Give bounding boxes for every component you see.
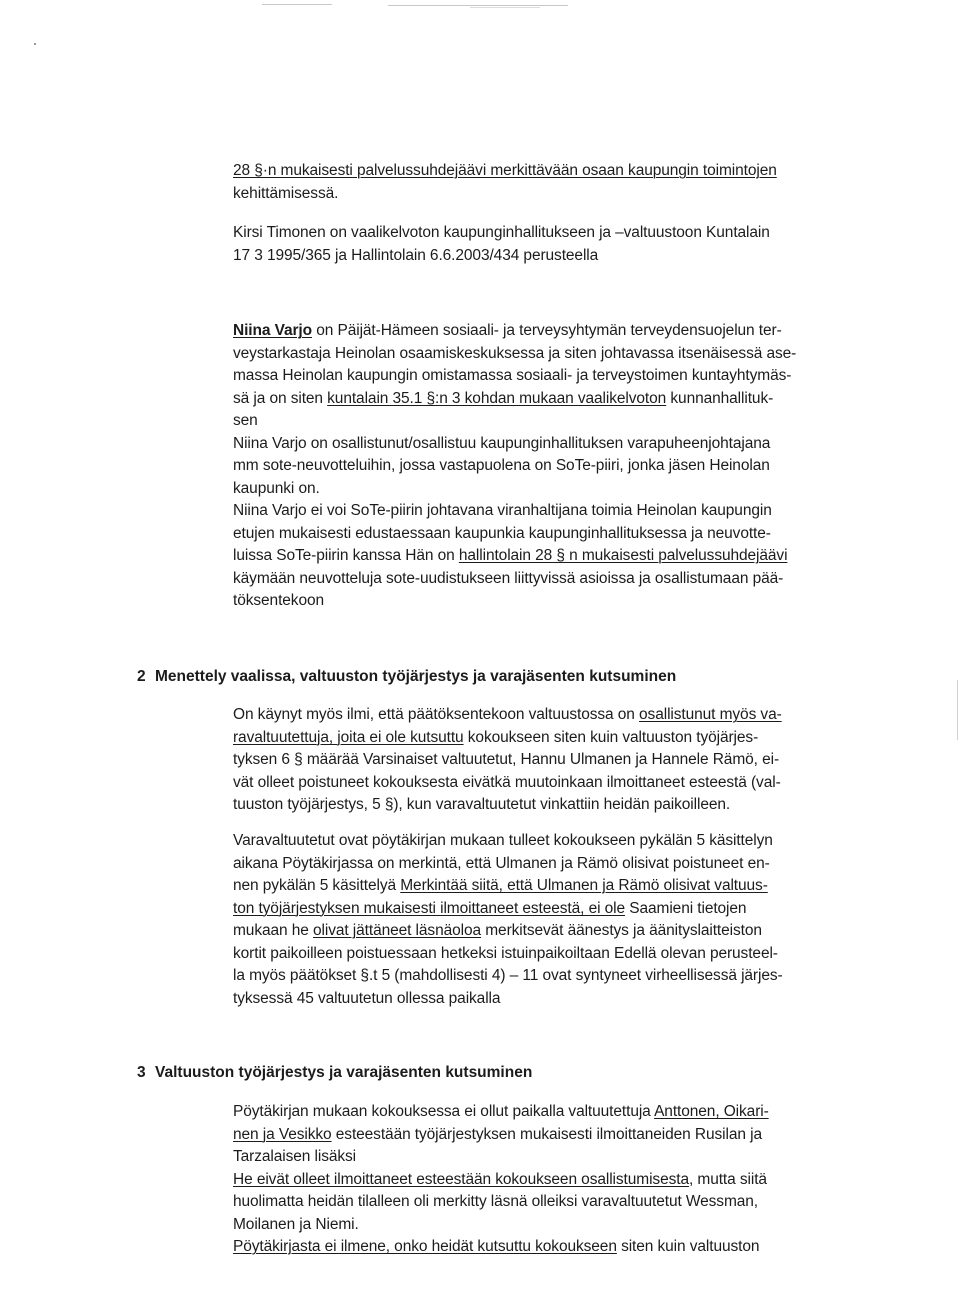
underlined-text: kuntalain 35.1 §:n 3 kohdan mukaan vaalikelvoton bbox=[327, 389, 667, 407]
underlined-text: Anttonen, Oikari- bbox=[654, 1103, 769, 1120]
person-name: Niina Varjo bbox=[233, 322, 313, 339]
text-span: On käynyt myös ilmi, että päätöksentekoon valtuustossa on bbox=[233, 706, 640, 723]
text-line: tuuston työjärjestys, 5 §), kun varavaltuutetut vinkattiin heidän paikoilleen. bbox=[233, 796, 731, 813]
section-number: 2 bbox=[137, 668, 146, 685]
underlined-text: ton työjärjestyksen mukaisesti ilmoittaneet esteestä, ei ole bbox=[233, 899, 626, 917]
text-line bbox=[233, 1124, 833, 1147]
text-line: la myös päätökset §.t 5 (mahdollisesti 4) – 11 ovat syntyneet virheellisessä järjes- bbox=[233, 967, 783, 984]
text-line: kortit paikoilleen poistuessaan hetkeksi istuinpaikoiltaan Edellä olevan perusteel- bbox=[233, 944, 778, 962]
text-line: Varavaltuutetut ovat pöytäkirjan mukaan tulleet kokoukseen pykälän 5 käsittelyn bbox=[233, 832, 773, 849]
underlined-text: osallistunut myös va- bbox=[639, 706, 782, 723]
scan-artifact bbox=[262, 4, 332, 5]
text-span: siten kuin valtuuston bbox=[616, 1238, 760, 1255]
text-span: Pöytäkirjan mukaan kokouksessa ei ollut paikalla valtuutettuja bbox=[233, 1103, 655, 1120]
underlined-text: ravaltuutettuja, joita ei ole kutsuttu bbox=[233, 728, 464, 746]
text-line: kaupunki on. bbox=[233, 479, 320, 497]
text-span: sä ja on siten bbox=[233, 389, 328, 407]
text-line: mm sote-neuvotteluihin, jossa vastapuolena on SoTe-piiri, jonka jäsen Heinolan bbox=[233, 457, 770, 474]
text-line bbox=[233, 1236, 833, 1259]
underlined-text: hallintolain 28 § n mukaisesti palvelussuhdejäävi bbox=[458, 547, 788, 564]
text-line bbox=[233, 1169, 833, 1192]
text-line bbox=[233, 920, 833, 943]
underlined-text: Merkintää siitä, että Ulmanen ja Rämö olisivat valtuus- bbox=[400, 877, 768, 894]
text-line: käymään neuvotteluja sote-uudistukseen liittyvissä asioissa ja osallistumaan pää- bbox=[233, 569, 784, 587]
section-number: 3 bbox=[137, 1064, 146, 1081]
scan-artifact bbox=[388, 5, 568, 6]
text-span: kokoukseen siten kuin valtuuston työjärjes- bbox=[463, 728, 759, 746]
scan-artifact bbox=[957, 680, 958, 740]
text-line bbox=[233, 875, 833, 898]
text-line: tyksessä 45 valtuutetun ollessa paikalla bbox=[233, 989, 501, 1007]
underlined-text: nen ja Vesikko bbox=[233, 1125, 332, 1143]
text-line: aikana Pöytäkirjassa on merkintä, että Ulmanen ja Rämö olisivat poistuneet en- bbox=[233, 854, 770, 872]
text-span: luissa SoTe-piirin kanssa Hän on bbox=[233, 547, 459, 564]
text-line: vät olleet poistuneet kokouksesta eivätkä muutoinkaan ilmoittaneet esteestä (val- bbox=[233, 773, 781, 791]
section-heading bbox=[137, 666, 676, 688]
text-line bbox=[233, 1101, 833, 1124]
section-heading bbox=[137, 1062, 532, 1084]
text-span: mukaan he bbox=[233, 922, 313, 939]
timonen-paragraph bbox=[233, 222, 833, 267]
section-title: Valtuuston työjärjestys ja varajäsenten kutsuminen bbox=[155, 1064, 533, 1081]
text-line: Tarzalaisen lisäksi bbox=[233, 1148, 357, 1165]
underlined-text: Pöytäkirjasta ei ilmene, onko heidät kutsuttu kokoukseen bbox=[233, 1238, 617, 1255]
text-line: veystarkastaja Heinolan osaamiskeskuksessa ja siten johtavassa itsenäisessä ase- bbox=[233, 344, 797, 362]
text-line: kehittämisessä. bbox=[233, 184, 339, 202]
section3-paragraph bbox=[233, 1101, 833, 1259]
text-line: 17 3 1995/365 ja Hallintolain 6.6.2003/434 perusteella bbox=[233, 246, 599, 264]
section2-paragraph-1 bbox=[233, 704, 833, 817]
text-span: esteestään työjärjestyksen mukaisesti ilmoittaneiden Rusilan ja bbox=[331, 1125, 762, 1143]
text-line: 28 §·n mukaisesti palvelussuhdejäävi merkittävään osaan kaupungin toimintojen bbox=[233, 162, 777, 179]
underlined-text: He eivät olleet ilmoittaneet esteestään kokoukseen osallistumisesta bbox=[233, 1170, 689, 1188]
text-line bbox=[233, 727, 833, 750]
text-span: kunnanhallituk- bbox=[666, 389, 774, 407]
text-line: Moilanen ja Niemi. bbox=[233, 1215, 359, 1233]
text-line bbox=[233, 704, 833, 727]
section-title: Menettely vaalissa, valtuuston työjärjestys ja varajäsenten kutsuminen bbox=[155, 668, 677, 685]
text-line: etujen mukaisesti edustaessaan kaupunkia kaupunginhallituksessa ja neuvotte- bbox=[233, 524, 771, 542]
varjo-paragraph bbox=[233, 320, 833, 613]
text-line: tyksen 6 § määrää Varsinaiset valtuutetut, Hannu Ulmanen ja Hannele Rämö, ei- bbox=[233, 751, 780, 768]
underlined-text: olivat jättäneet läsnäoloa bbox=[313, 922, 482, 939]
text-line bbox=[233, 320, 833, 343]
text-line: sen bbox=[233, 412, 258, 429]
text-line bbox=[233, 898, 833, 921]
text-line bbox=[233, 545, 833, 568]
text-line: huolimatta heidän tilalleen oli merkitty läsnä olleiksi varavaltuutetut Wessman, bbox=[233, 1193, 759, 1210]
text-line: Niina Varjo ei voi SoTe-piirin johtavana viranhaltijana toimia Heinolan kaupungin bbox=[233, 502, 772, 519]
text-span: nen pykälän 5 käsittelyä bbox=[233, 877, 401, 894]
section2-paragraph-2 bbox=[233, 830, 833, 1010]
text-line: Niina Varjo on osallistunut/osallistuu kaupunginhallituksen varapuheenjohtajana bbox=[233, 434, 771, 452]
text-line: Kirsi Timonen on vaalikelvoton kaupunginhallitukseen ja –valtuustoon Kuntalain bbox=[233, 224, 770, 241]
text-span: Saamieni tietojen bbox=[625, 899, 747, 917]
intro-paragraph bbox=[233, 160, 833, 205]
scan-artifact bbox=[470, 7, 540, 8]
text-line: massa Heinolan kaupungin omistamassa sosiaali- ja terveystoimen kuntayhtymäs- bbox=[233, 367, 792, 384]
text-span: , mutta siitä bbox=[688, 1170, 767, 1188]
text-line: töksentekoon bbox=[233, 592, 325, 609]
text-line bbox=[233, 388, 833, 411]
scan-artifact bbox=[34, 43, 36, 45]
text-span: on Päijät-Hämeen sosiaali- ja terveysyhtymän terveydensuojelun ter- bbox=[312, 322, 782, 339]
text-span: merkitsevät äänestys ja äänityslaitteiston bbox=[481, 922, 762, 939]
